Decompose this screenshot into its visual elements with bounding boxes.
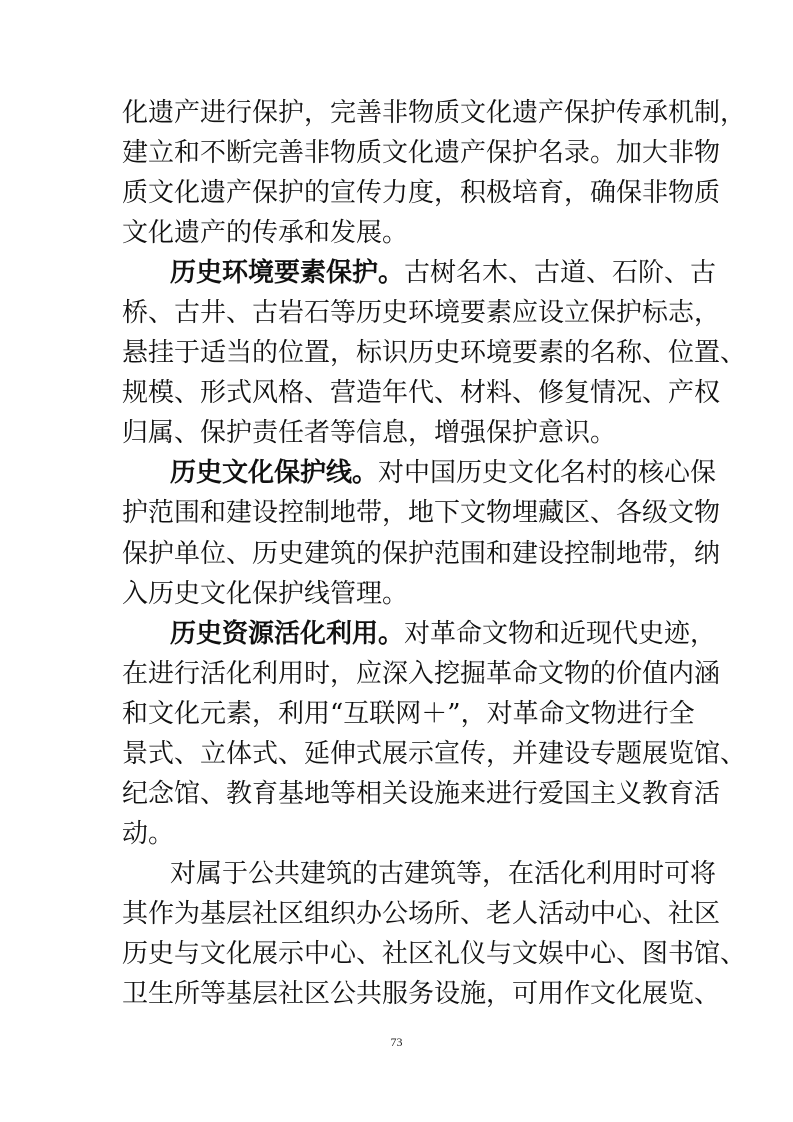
body-line: 化遗产进行保护，完善非物质文化遗产保护传承机制， — [122, 98, 747, 128]
section-heading: 历史文化保护线。 — [170, 458, 379, 488]
page-number: 73 — [390, 1035, 403, 1049]
body-line: 规模、形式风格、营造年代、材料、修复情况、产权 — [122, 378, 721, 408]
body-line: 和文化元素，利用“互联网＋”，对革命文物进行全 — [122, 699, 695, 729]
body-line: 在进行活化利用时，应深入挖掘革命文物的价值内涵 — [122, 659, 721, 689]
section-first-line — [170, 453, 717, 493]
body-line: 其作为基层社区组织办公场所、老人活动中心、社区 — [122, 899, 721, 929]
body-line: 悬挂于适当的位置，标识历史环境要素的名称、位置、 — [122, 338, 747, 368]
body-line: 保护单位、历史建筑的保护范围和建设控制地带，纳 — [122, 539, 721, 569]
section-text: 对中国历史文化名村的核心保 — [378, 458, 717, 488]
section-first-line — [170, 253, 717, 293]
body-line: 卫生所等基层社区公共服务设施，可用作文化展览、 — [122, 979, 721, 1009]
body-line: 文化遗产的传承和发展。 — [122, 218, 409, 248]
body-line: 质文化遗产保护的宣传力度，积极培育，确保非物质 — [122, 178, 721, 208]
body-line: 建立和不断完善非物质文化遗产保护名录。加大非物 — [122, 138, 721, 168]
body-line: 归属、保护责任者等信息，增强保护意识。 — [122, 418, 617, 448]
section-heading: 历史环境要素保护。 — [170, 258, 405, 288]
section-first-line — [170, 614, 717, 654]
body-line: 护范围和建设控制地带，地下文物埋藏区、各级文物 — [122, 498, 721, 528]
section-text: 对革命文物和近现代史迹， — [404, 619, 717, 649]
body-line: 动。 — [122, 819, 175, 849]
body-line: 历史与文化展示中心、社区礼仪与文娱中心、图书馆、 — [122, 939, 747, 969]
body-line: 纪念馆、教育基地等相关设施来进行爱国主义教育活 — [122, 779, 721, 809]
body-line: 对属于公共建筑的古建筑等，在活化利用时可将 — [170, 859, 717, 889]
body-line: 景式、立体式、延伸式展示宣传，并建设专题展览馆、 — [122, 739, 747, 769]
body-line: 入历史文化保护线管理。 — [122, 579, 409, 609]
body-line: 桥、古井、古岩石等历史环境要素应设立保护标志， — [122, 298, 721, 328]
section-text: 古树名木、古道、石阶、古 — [404, 258, 717, 288]
section-heading: 历史资源活化利用。 — [170, 619, 405, 649]
